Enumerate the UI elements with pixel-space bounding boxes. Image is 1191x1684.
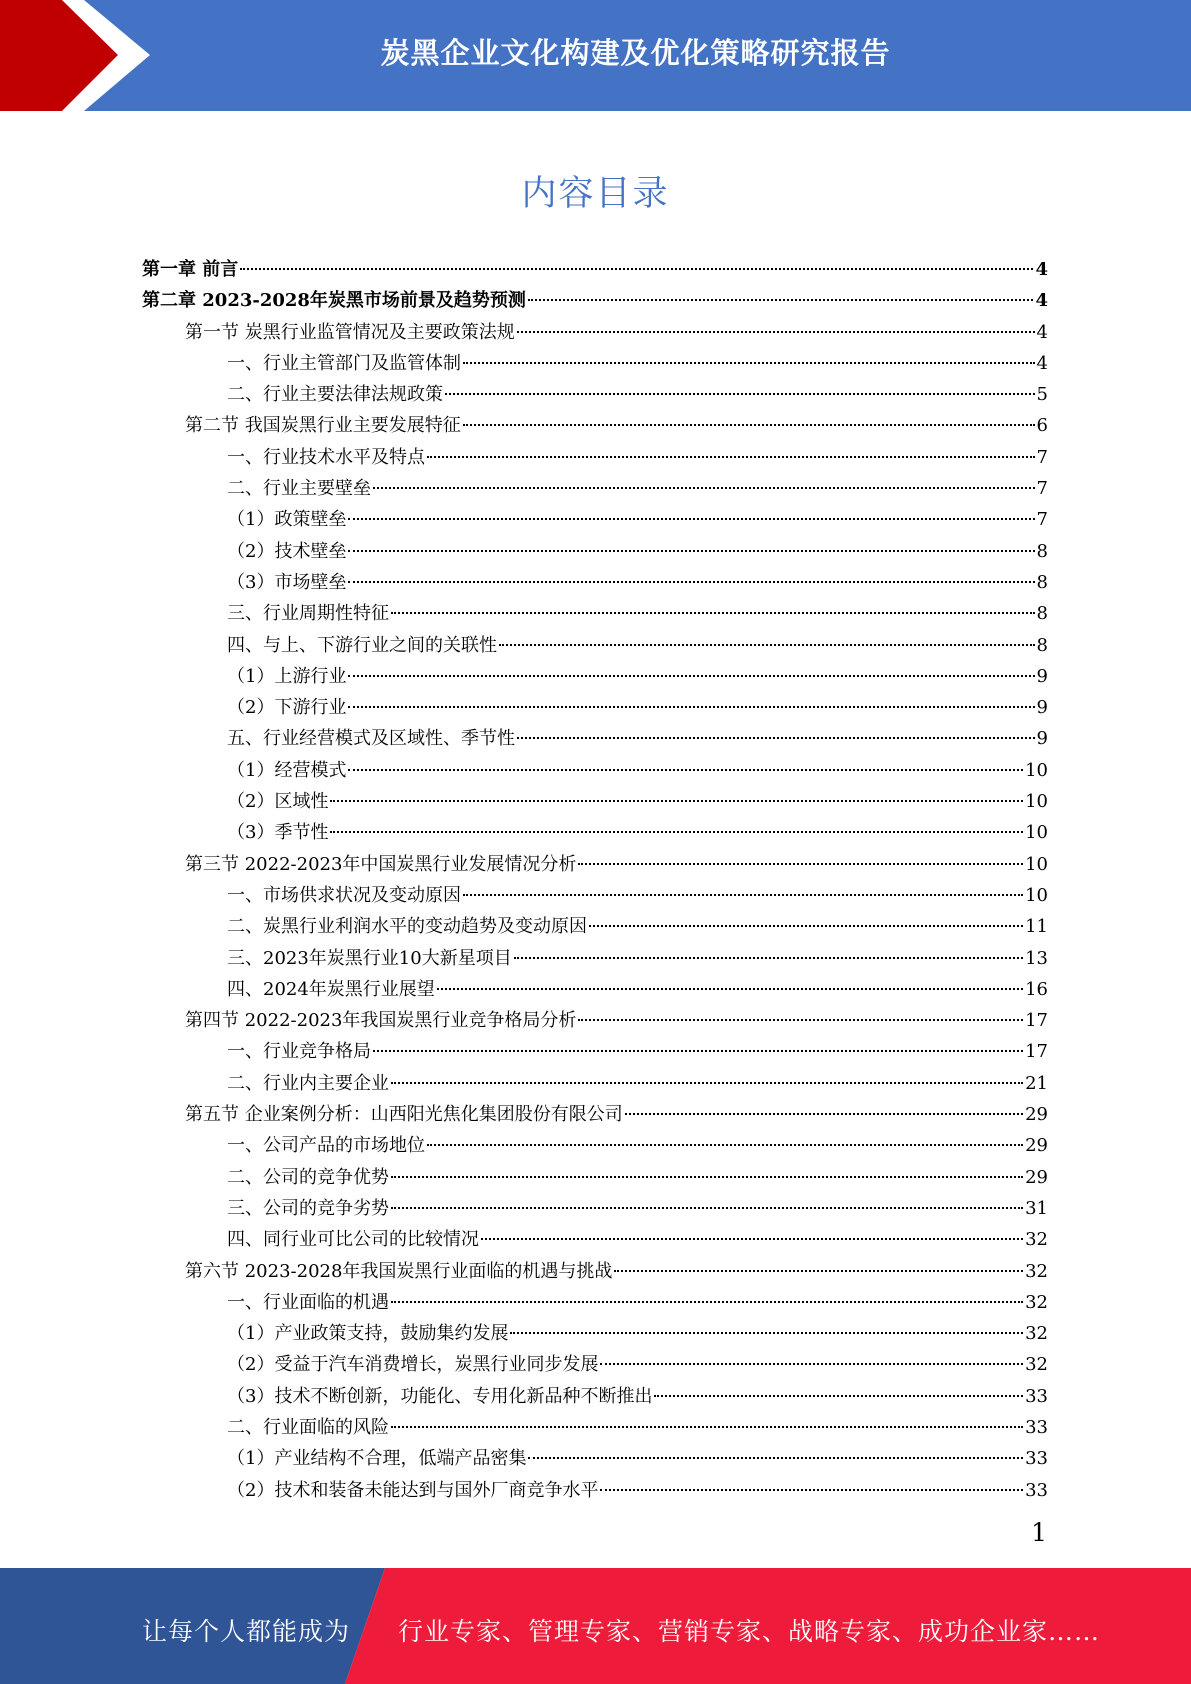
toc-entry[interactable]: [142, 410, 1048, 441]
toc-dot-leader: [348, 549, 1034, 552]
toc-dot-leader: [600, 1488, 1023, 1491]
toc-entry-page: 31: [1025, 1197, 1048, 1219]
footer-slogan-right: 行业专家、管理专家、营销专家、战略专家、成功企业家……: [398, 1617, 1101, 1646]
toc-title: 内容目录: [521, 174, 670, 214]
toc-entry-page: 32: [1025, 1291, 1048, 1313]
toc-entry-title: （1）产业政策支持，鼓励集约发展: [227, 1323, 509, 1345]
toc-entry[interactable]: [142, 1443, 1048, 1474]
footer-slogan-left: 让每个人都能成为: [142, 1617, 351, 1646]
toc-entry-title: 第四节 2022-2023年我国炭黑行业竞争格局分析: [185, 1010, 577, 1032]
toc-dot-leader: [499, 643, 1035, 646]
toc-entry-title: （3）季节性: [227, 822, 329, 844]
toc-dot-leader: [600, 1362, 1023, 1365]
toc-entry-title: 三、2023年炭黑行业10大新星项目: [227, 947, 512, 969]
toc-dot-leader: [528, 298, 1034, 301]
toc-entry-title: 五、行业经营模式及区域性、季节性: [227, 728, 515, 750]
header-band: [0, 0, 1191, 111]
toc-dot-leader: [481, 1237, 1023, 1240]
toc-entry[interactable]: [142, 1224, 1048, 1255]
toc-entry[interactable]: [142, 1475, 1048, 1506]
toc-entry-title: 一、行业竞争格局: [227, 1041, 371, 1063]
toc-entry-page: 13: [1025, 947, 1048, 969]
toc-dot-leader: [427, 1143, 1023, 1146]
toc-entry[interactable]: [142, 504, 1048, 535]
toc-entry[interactable]: [142, 911, 1048, 942]
toc-entry-page: 4: [1036, 321, 1048, 343]
toc-dot-leader: [517, 330, 1035, 333]
toc-dot-leader: [463, 423, 1035, 426]
toc-entry-page: 8: [1036, 603, 1048, 625]
toc-dot-leader: [330, 799, 1023, 802]
toc-entry[interactable]: [142, 1256, 1048, 1287]
toc-entry-page: 9: [1036, 728, 1048, 750]
toc-entry[interactable]: [142, 723, 1048, 754]
toc-entry-title: 三、行业周期性特征: [227, 603, 389, 625]
toc-dot-leader: [348, 580, 1034, 583]
toc-entry-title: 一、行业面临的机遇: [227, 1291, 389, 1313]
toc-entry-page: 32: [1025, 1229, 1048, 1251]
toc-entry[interactable]: [142, 1068, 1048, 1099]
toc-entry-page: 7: [1036, 509, 1048, 531]
toc-entry-page: 33: [1025, 1416, 1048, 1438]
toc-dot-leader: [391, 1425, 1023, 1428]
toc-dot-leader: [391, 1300, 1023, 1303]
toc-dot-leader: [391, 1206, 1023, 1209]
toc-entry[interactable]: [142, 317, 1048, 348]
toc-entry-page: 10: [1025, 791, 1048, 813]
toc-dot-leader: [654, 1394, 1023, 1397]
toc-entry-title: 第六节 2023-2028年我国炭黑行业面临的机遇与挑战: [185, 1260, 613, 1282]
toc-entry-title: （3）技术不断创新，功能化、专用化新品种不断推出: [227, 1385, 653, 1407]
toc-dot-leader: [391, 1081, 1023, 1084]
toc-entry[interactable]: [142, 974, 1048, 1005]
toc-dot-leader: [589, 924, 1023, 927]
toc-entry-title: （2）技术壁垒: [227, 540, 347, 562]
toc-dot-leader: [348, 674, 1034, 677]
toc-entry[interactable]: [142, 943, 1048, 974]
toc-entry-title: （3）市场壁垒: [227, 571, 347, 593]
toc-entry-page: 33: [1025, 1448, 1048, 1470]
toc-entry-page: 16: [1025, 978, 1048, 1000]
toc-entry-title: （1）政策壁垒: [227, 509, 347, 531]
toc-entry-title: （1）上游行业: [227, 665, 347, 687]
toc-entry[interactable]: [142, 692, 1048, 723]
toc-entry-page: 33: [1025, 1479, 1048, 1501]
toc-dot-leader: [578, 862, 1023, 865]
toc-entry-title: 四、2024年炭黑行业展望: [227, 978, 435, 1000]
toc-entry[interactable]: [142, 1318, 1048, 1349]
toc-entry[interactable]: [142, 1099, 1048, 1130]
toc-entry[interactable]: [142, 348, 1048, 379]
toc-entry[interactable]: [142, 567, 1048, 598]
toc-entry-title: 第二节 我国炭黑行业主要发展特征: [185, 415, 461, 437]
toc-entry-page: 33: [1025, 1385, 1048, 1407]
toc-dot-leader: [427, 455, 1035, 458]
toc-entry-title: 四、同行业可比公司的比较情况: [227, 1229, 479, 1251]
toc-entry[interactable]: [142, 473, 1048, 504]
toc-entry[interactable]: [142, 598, 1048, 629]
toc-entry-title: 二、公司的竞争优势: [227, 1166, 389, 1188]
toc-entry-title: （2）受益于汽车消费增长，炭黑行业同步发展: [227, 1354, 599, 1376]
toc-entry-page: 6: [1036, 415, 1048, 437]
toc-entry[interactable]: [142, 1005, 1048, 1036]
toc-entry-page: 7: [1036, 478, 1048, 500]
toc-entry-page: 11: [1025, 916, 1048, 938]
toc-entry[interactable]: [142, 786, 1048, 817]
toc-entry-page: 4: [1036, 352, 1048, 374]
toc-dot-leader: [348, 768, 1023, 771]
toc-entry-title: （2）区域性: [227, 791, 329, 813]
toc-dot-leader: [517, 736, 1035, 739]
toc-entry-title: 四、与上、下游行业之间的关联性: [227, 634, 497, 656]
toc-entry-title: 第五节 企业案例分析：山西阳光焦化集团股份有限公司: [185, 1104, 623, 1126]
toc-entry[interactable]: [142, 1412, 1048, 1443]
toc-dot-leader: [240, 267, 1033, 270]
toc-entry[interactable]: [142, 379, 1048, 410]
toc-entry-title: （1）经营模式: [227, 759, 347, 781]
toc-dot-leader: [528, 1456, 1023, 1459]
toc-entry-title: 二、行业主要法律法规政策: [227, 384, 443, 406]
toc-entry-title: 第一节 炭黑行业监管情况及主要政策法规: [185, 321, 515, 343]
toc-entry-title: 二、行业面临的风险: [227, 1416, 389, 1438]
toc-entry-page: 8: [1036, 571, 1048, 593]
toc-entry[interactable]: [142, 1349, 1048, 1380]
toc-entry-page: 29: [1025, 1135, 1048, 1157]
toc-entry-title: 一、公司产品的市场地位: [227, 1135, 425, 1157]
toc-dot-leader: [625, 1112, 1023, 1115]
toc-entry[interactable]: [142, 661, 1048, 692]
toc-dot-leader: [614, 1269, 1023, 1272]
toc-entry-page: 8: [1036, 634, 1048, 656]
toc-entry-page: 10: [1025, 884, 1048, 906]
toc-dot-leader: [348, 517, 1034, 520]
toc-entry[interactable]: [142, 755, 1048, 786]
toc-dot-leader: [373, 1049, 1023, 1052]
toc-entry-page: 10: [1025, 853, 1048, 875]
toc-dot-leader: [437, 987, 1023, 990]
toc-dot-leader: [463, 361, 1035, 364]
toc-entry[interactable]: [142, 1162, 1048, 1193]
toc-entry-title: 第三节 2022-2023年中国炭黑行业发展情况分析: [185, 853, 577, 875]
toc-entry-page: 32: [1025, 1323, 1048, 1345]
toc-entry-page: 9: [1036, 697, 1048, 719]
toc-entry[interactable]: [142, 817, 1048, 848]
toc-entry-page: 32: [1025, 1354, 1048, 1376]
toc-entry-title: 一、行业主管部门及监管体制: [227, 352, 461, 374]
toc-dot-leader: [391, 1175, 1023, 1178]
toc-list: [142, 254, 1048, 1506]
toc-entry[interactable]: [142, 880, 1048, 911]
toc-entry-title: 一、市场供求状况及变动原因: [227, 884, 461, 906]
toc-entry-page: 17: [1025, 1010, 1048, 1032]
toc-entry-title: 一、行业技术水平及特点: [227, 446, 425, 468]
toc-entry[interactable]: [142, 536, 1048, 567]
header-arrow-graphic: [0, 0, 160, 111]
toc-entry-page: 8: [1036, 540, 1048, 562]
toc-entry[interactable]: [142, 1381, 1048, 1412]
toc-dot-leader: [373, 486, 1035, 489]
toc-entry-page: 9: [1036, 665, 1048, 687]
toc-dot-leader: [510, 1331, 1023, 1334]
toc-entry[interactable]: [142, 1287, 1048, 1318]
toc-entry[interactable]: [142, 1036, 1048, 1067]
toc-dot-leader: [391, 611, 1035, 614]
toc-entry[interactable]: [142, 1130, 1048, 1161]
toc-entry-title: （1）产业结构不合理，低端产品密集: [227, 1448, 527, 1470]
toc-entry-title: 三、公司的竞争劣势: [227, 1197, 389, 1219]
toc-entry[interactable]: [142, 442, 1048, 473]
toc-entry-title: 第一章 前言: [142, 259, 239, 280]
toc-entry-title: 第二章 2023-2028年炭黑市场前景及趋势预测: [142, 290, 526, 312]
toc-entry-title: （2）技术和装备未能达到与国外厂商竞争水平: [227, 1479, 599, 1501]
toc-entry[interactable]: [142, 254, 1048, 285]
toc-dot-leader: [348, 705, 1034, 708]
toc-entry-page: 4: [1035, 290, 1048, 312]
page-number: 1: [1031, 1518, 1047, 1547]
toc-dot-leader: [578, 1018, 1023, 1021]
toc-dot-leader: [463, 893, 1023, 896]
toc-entry-page: 29: [1025, 1166, 1048, 1188]
toc-entry[interactable]: [142, 1193, 1048, 1224]
toc-entry[interactable]: [142, 630, 1048, 661]
toc-entry-title: 二、炭黑行业利润水平的变动趋势及变动原因: [227, 916, 587, 938]
toc-entry-page: 10: [1025, 822, 1048, 844]
toc-entry-title: 二、行业主要壁垒: [227, 478, 371, 500]
toc-entry-page: 29: [1025, 1104, 1048, 1126]
toc-entry-page: 17: [1025, 1041, 1048, 1063]
toc-entry-page: 4: [1035, 259, 1048, 280]
toc-entry-title: 二、行业内主要企业: [227, 1072, 389, 1094]
toc-dot-leader: [445, 392, 1035, 395]
toc-entry[interactable]: [142, 285, 1048, 316]
toc-entry-page: 7: [1036, 446, 1048, 468]
toc-entry-page: 5: [1036, 384, 1048, 406]
toc-dot-leader: [330, 830, 1023, 833]
toc-entry-page: 32: [1025, 1260, 1048, 1282]
report-title: 炭黑企业文化构建及优化策略研究报告: [380, 35, 891, 70]
toc-entry-page: 10: [1025, 759, 1048, 781]
toc-entry-title: （2）下游行业: [227, 697, 347, 719]
toc-entry-page: 21: [1025, 1072, 1048, 1094]
toc-dot-leader: [514, 956, 1023, 959]
toc-entry[interactable]: [142, 849, 1048, 880]
